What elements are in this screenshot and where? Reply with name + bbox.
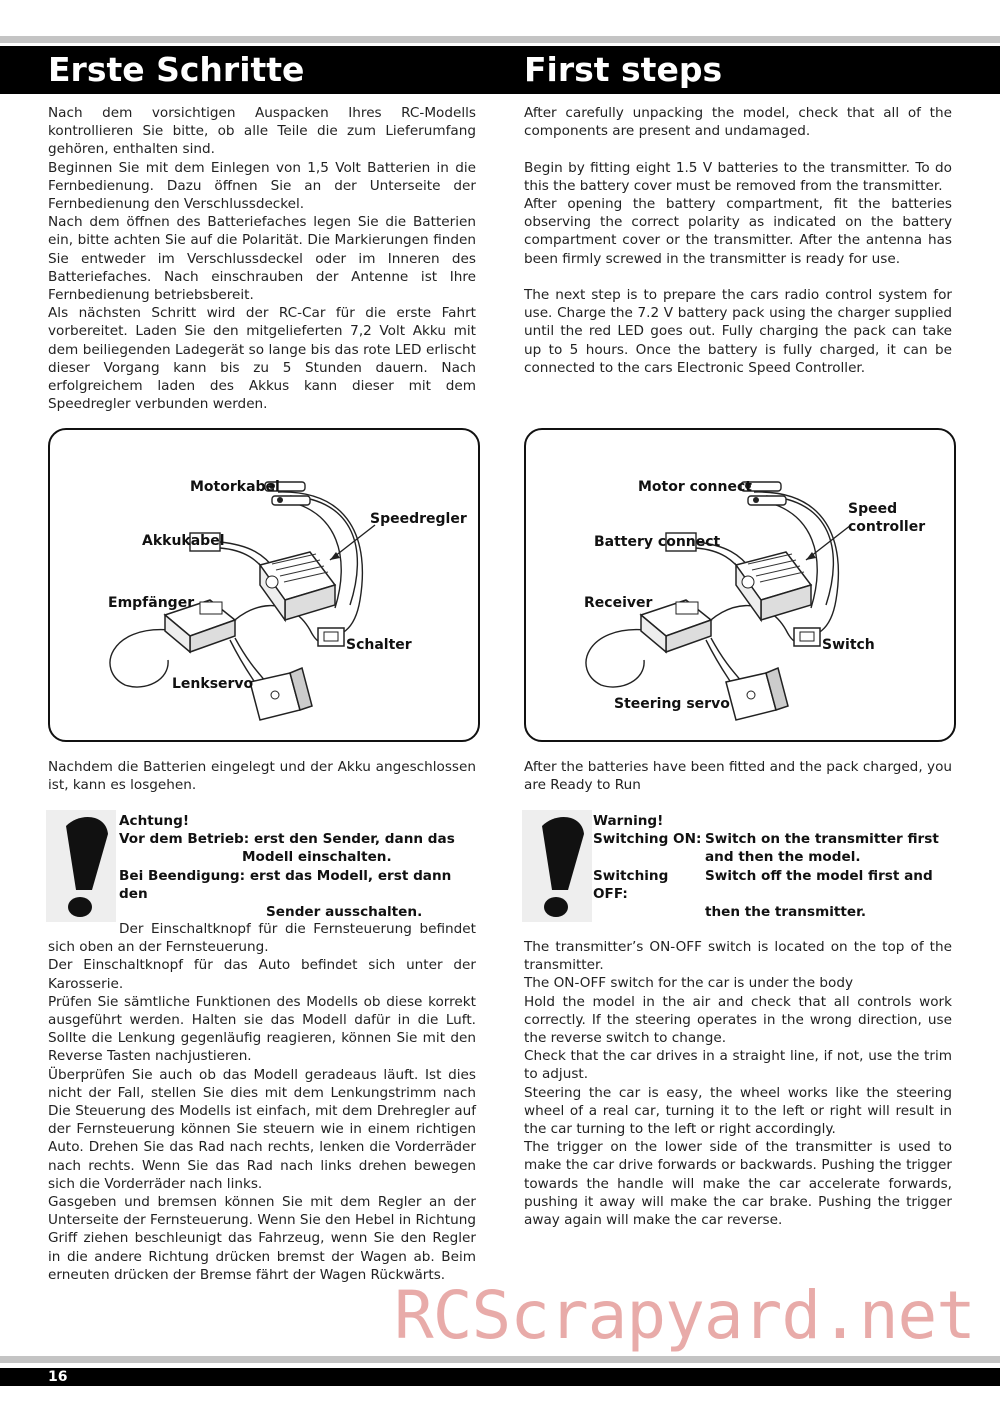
label-battery-de: Akkukabel [142,533,225,549]
warning-de [119,812,479,921]
body-de [48,920,476,1284]
after-en-text: After the batteries have been fitted and the pack charged, you are Ready to Run [524,759,952,794]
after-en [524,758,952,794]
label-motor-de: Motorkabel [190,479,280,495]
warning-de-line3: Bei Beendigung: erst das Modell, erst dann den [119,867,452,902]
wiring-diagram-en [526,430,954,740]
intro-de-p2: Beginnen Sie mit dem Einlegen von 1,5 Volt Batterien in die Fernbedienung. Dazu öffnen Sie an der Unterseite der Fernbedienung den Verschlussdeckel. [48,159,476,213]
warning-en-off-1: Switch off the model first and [705,867,933,884]
label-switch-en: Switch [822,637,875,653]
footer-bar [0,1368,1000,1386]
label-receiver-de: Empfänger [108,595,195,611]
intro-de-p3: Nach dem öffnen des Batteriefaches legen Sie die Batterien ein, bitte achten Sie auf die Polarität. Die Markierungen finden Sie entweder im Verschlussdeckel oder im Inneren des Batteriefaches. Nach einschrauben der Antenne ist Ihre Fernbedienung betriebsbereit. [48,214,476,304]
label-speed-en-1: Speed [848,501,898,517]
footer-band [0,1356,1000,1363]
warning-de-line4: Sender ausschalten. [266,904,423,921]
page-number: 16 [48,1369,68,1385]
body-de-p5: Gasgeben und bremsen können Sie mit dem Regler an der Unterseite der Fernsteuerung. Wenn Sie den Hebel in Richtung Griff ziehen beschleunigt das Fahrzeug, wenn Sie den Regler in die andere Richtung drücken bremst der Wagen ab. Beim erneuten drücken der Bremse fährt der Wagen Rückwärts. [48,1194,476,1283]
label-speed-en-2: controller [848,519,926,535]
intro-en-p4: The next step is to prepare the cars radio control system for use. Charge the 7.2 V battery pack using the charger supplied until the red LED goes out. Fully charging the pack can take up to 5 hours. Once the battery is fully charged, it can be connected to the cars Electronic Speed Controller. [524,287,952,376]
warning-de-heading: Achtung! [119,813,190,829]
body-en-p4: Check that the car drives in a straight line, if not, use the trim to adjust. [524,1048,952,1083]
intro-en [524,104,952,377]
label-speed-de: Speedregler [370,511,467,527]
label-switch-de: Schalter [346,637,412,653]
watermark: RCScrapyard.net [394,1277,976,1354]
page-title-en: First steps [524,50,723,89]
body-de-p1: Der Einschaltknopf für die Fernsteuerung befindet sich oben an der Fernsteuerung. [48,921,476,956]
label-receiver-en: Receiver [584,595,653,611]
label-servo-en: Steering servo [614,696,730,712]
warning-en-off-label: Switching OFF: [593,867,669,902]
top-band [0,36,1000,43]
intro-en-p3: After opening the battery compartment, fit the batteries observing the correct polarity as indicated on the battery compartment cover or the transmitter. After the antenna has been firmly screwed in the transmitter is ready for use. [524,196,952,267]
body-en-p6: The trigger on the lower side of the transmitter is used to make the car drive forwards or backwards. Pushing the trigger towards the handle will make the car accelerate forwards, pushing it away will make the car brake. Pushing the trigger away again will make the car reverse. [524,1139,952,1229]
body-en-p2: The ON-OFF switch for the car is under the body [524,975,854,992]
label-servo-de: Lenkservo [172,676,254,692]
body-de-p2: Der Einschaltknopf für das Auto befindet sich unter der Karosserie. [48,957,476,992]
after-de [48,758,476,794]
wiring-diagram-de [50,430,478,740]
warning-en [593,812,953,921]
body-de-p4: Überprüfen Sie auch ob das Modell geradeaus läuft. Ist dies nicht der Fall, stellen Sie dies mit dem Lenkungstrimm nach Die Steuerung des Modells ist einfach, mit dem Drehregler auf der Fernsteuerung können Sie steuern wie in einem richtigen Auto. Drehen Sie das Rad nach rechts, lenken die Vorderräder nach rechts. Wenn Sie das Rad nach links drehen bewegen sich die Vorderräder nach links. [48,1066,476,1192]
warning-de-line2: Modell einschalten. [242,849,392,866]
warning-en-on-2: and then the model. [705,849,861,866]
body-de-p3: Prüfen Sie sämtliche Funktionen des Modells ob diese korrekt ausgeführt werden. Halten sie das Modell dafür in die Luft. Sollte die Lenkung gegenläufig reagieren, können Sie mit den Reverse Tasten nachjustieren. [48,993,476,1065]
intro-en-p2: Begin by fitting eight 1.5 V batteries to the transmitter. To do this the battery cover must be removed from the transmitter. [524,159,952,194]
body-en-p5: Steering the car is easy, the wheel works like the steering wheel of a real car, turning it to the left or right will result in the car turning to the left or right accordingly. [524,1084,952,1138]
exclamation-icon-de [46,810,116,922]
diagram-panel-de [48,428,480,742]
intro-de-p4: Als nächsten Schritt wird der RC-Car für die erste Fahrt vorbereitet. Laden Sie den mitgelieferten 7,2 Volt Akku mit dem beiliegenden Ladegerät so lange bis das rote LED erlischt dieser Vorgang kann bis zu 5 Stunden dauern. Nach erfolgreichem laden des Akkus kann dieser mit dem Speedregler verbunden werden. [48,305,476,413]
warning-en-on-1: Switch on the transmitter first [705,831,939,848]
warning-de-line1: Vor dem Betrieb: erst den Sender, dann das [119,831,455,848]
warning-en-on-label: Switching ON: [593,831,702,848]
exclamation-icon-en [522,810,592,922]
warning-en-off-2: then the transmitter. [705,904,867,921]
page-title-de: Erste Schritte [48,50,305,89]
label-battery-en: Battery connect [594,534,721,550]
body-en-p3: Hold the model in the air and check that all controls work correctly. If the steering operates in the wrong direction, use the reverse switch to change. [524,993,952,1047]
after-de-text: Nachdem die Batterien eingelegt und der Akku angeschlossen ist, kann es losgehen. [48,759,476,794]
intro-en-p1: After carefully unpacking the model, check that all of the components are present and undamaged. [524,105,952,140]
label-motor-en: Motor connect [638,479,752,495]
body-en-p1: The transmitter’s ON-OFF switch is located on the top of the transmitter. [524,939,952,974]
intro-de [48,104,476,413]
body-en [524,938,952,1229]
warning-en-heading: Warning! [593,813,664,829]
diagram-panel-en [524,428,956,742]
intro-de-p1: Nach dem vorsichtigen Auspacken Ihres RC-Modells kontrollieren Sie bitte, ob alle Teile die zum Lieferumfang gehören, enthalten sind. [48,105,476,158]
